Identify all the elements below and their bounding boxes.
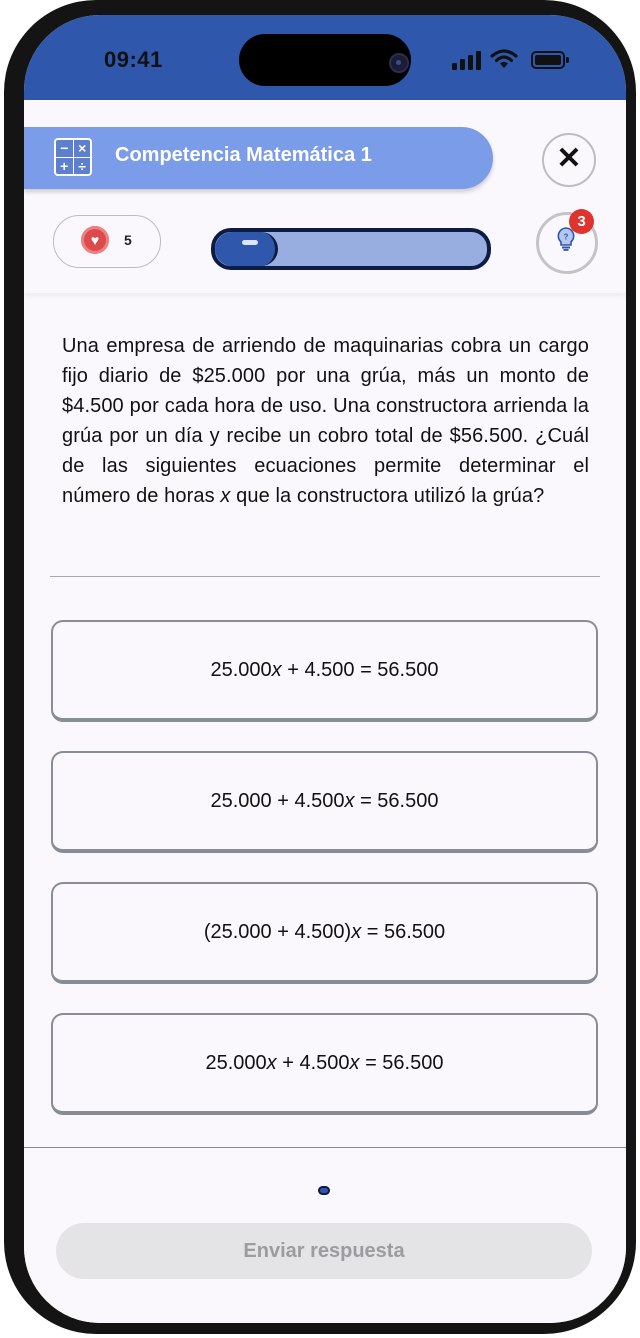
answer-option-4[interactable]: 25.000 x + 4.500 x = 56.500 — [51, 1013, 598, 1115]
amount-total: $56.500 — [449, 425, 523, 447]
lives-counter — [53, 215, 161, 268]
answer-option-3[interactable]: (25.000 + 4.500) x = 56.500 — [51, 882, 598, 984]
wifi-icon — [490, 48, 518, 70]
amount-hourly: $4.500 — [62, 395, 124, 417]
progress-fill — [215, 232, 278, 266]
status-bar — [24, 15, 626, 100]
submit-answer-button[interactable]: Enviar respuesta — [56, 1223, 592, 1279]
status-time: 09:41 — [104, 47, 163, 72]
heart-icon — [81, 226, 109, 254]
calculator-icon: − × + ÷ — [54, 138, 92, 176]
hints-badge: 3 — [569, 209, 594, 234]
footer-bar — [24, 1147, 626, 1323]
answer-option-2[interactable]: 25.000 + 4.500 x = 56.500 — [51, 751, 598, 853]
signal-icon — [452, 50, 486, 70]
title-pill — [24, 127, 493, 189]
dynamic-island — [239, 34, 411, 86]
amount-fixed: $25.000 — [192, 365, 266, 387]
variable-x: x — [220, 485, 231, 507]
question-text: Una empresa de arriendo de maquinarias cobra un cargo fijo diario de $25.000 por una grúa, más un monto de $4.500 por cada hora de uso. Una constructora arrienda la grúa por un día y recibe un cobro total de $56.500. ¿Cuál de las siguientes ecuaciones permite determinar el número de horas x que la constructora utilizó la grúa? — [62, 335, 589, 507]
progress-bar — [211, 228, 491, 270]
page-title: Competencia Matemática 1 — [115, 144, 372, 166]
quiz-header — [24, 100, 626, 293]
app-screen — [24, 15, 626, 1323]
camera-icon — [389, 53, 409, 73]
close-button[interactable] — [542, 133, 596, 187]
svg-text:?: ? — [563, 232, 569, 242]
divider — [50, 576, 600, 577]
close-icon: ✕ — [556, 142, 582, 175]
phone-frame — [4, 0, 636, 1334]
page-indicator — [318, 1186, 330, 1195]
lives-count: 5 — [124, 232, 132, 248]
battery-icon — [531, 51, 565, 69]
answer-option-1[interactable]: 25.000 x + 4.500 = 56.500 — [51, 620, 598, 722]
